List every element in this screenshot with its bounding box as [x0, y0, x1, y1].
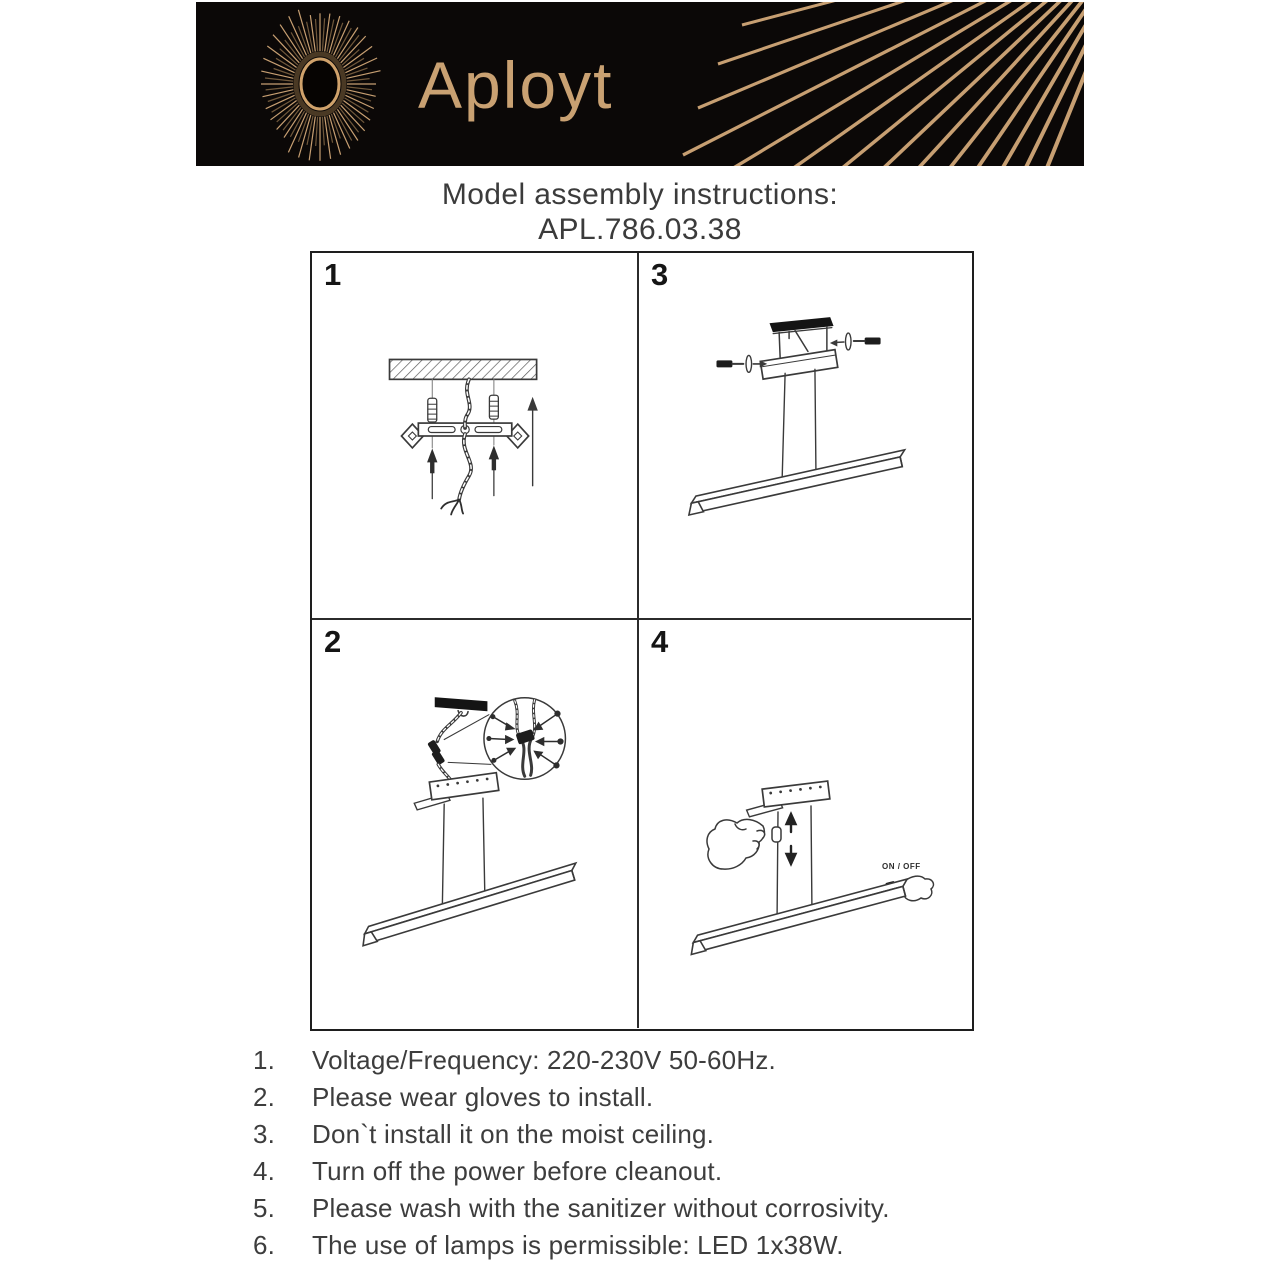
panel-cell-3 — [639, 253, 971, 620]
panel-number-label: 2 — [324, 624, 342, 659]
list-item — [253, 1153, 1043, 1190]
assembly-grid — [310, 251, 974, 1031]
list-item-text: Please wash with the sanitizer without corrosivity. — [312, 1193, 890, 1223]
panel-cell-2 — [312, 620, 639, 1028]
ceiling-bracket-mounting-diagram — [312, 253, 637, 618]
list-item-number: 3. — [253, 1119, 276, 1149]
list-item-number: 6. — [253, 1230, 276, 1260]
list-item-text: Please wear gloves to install. — [312, 1082, 654, 1112]
page-title: Model assembly instructions: — [441, 178, 839, 211]
switch-label: ON / OFF — [882, 862, 921, 871]
panel-number-label: 4 — [651, 624, 669, 659]
panel-cell-1 — [312, 253, 639, 620]
list-item-number: 2. — [253, 1082, 276, 1112]
list-item — [253, 1079, 1043, 1116]
brand-banner — [196, 2, 1084, 166]
list-item-number: 5. — [253, 1193, 276, 1223]
list-item — [253, 1042, 1043, 1079]
panel-cell-4 — [639, 620, 971, 1028]
list-item-text: Turn off the power before cleanout. — [312, 1156, 723, 1186]
instructions-list — [253, 1042, 1043, 1264]
list-item-text: The use of lamps is permissible: LED 1x38W. — [312, 1230, 844, 1260]
list-item-number: 1. — [253, 1045, 276, 1075]
model-number: APL.786.03.38 — [538, 213, 742, 246]
wire-connection-detail-diagram — [312, 620, 637, 1028]
list-item — [253, 1116, 1043, 1153]
list-item-text: Don`t install it on the moist ceiling. — [312, 1119, 715, 1149]
brand-wordmark: Aployt — [418, 48, 614, 122]
list-item-number: 4. — [253, 1156, 276, 1186]
panel-number-label: 1 — [324, 257, 342, 292]
banner-rays-art — [196, 2, 1084, 166]
canopy-side-screw-fixing-diagram — [639, 253, 971, 618]
list-item-text: Voltage/Frequency: 220-230V 50-60Hz. — [312, 1045, 776, 1075]
list-item — [253, 1190, 1043, 1227]
panel-number-label: 3 — [651, 257, 669, 292]
list-item — [253, 1227, 1043, 1264]
sunburst-logo-center — [301, 59, 339, 109]
height-adjust-switch-diagram — [639, 620, 971, 1028]
